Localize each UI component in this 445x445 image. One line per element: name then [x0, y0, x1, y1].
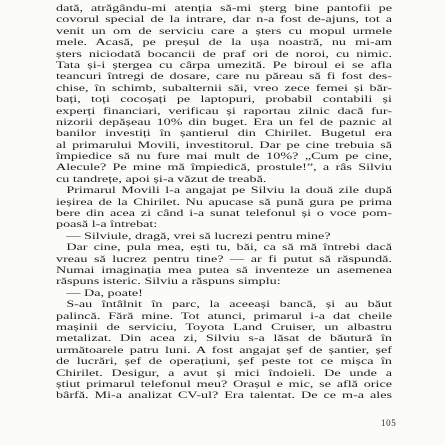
page-number: 105: [381, 418, 397, 428]
text-line: cu tandrețe, apoi și-a văzut de treabă.: [56, 173, 267, 185]
text-line: Dar cine, pula mea, ești tu, băi, ca să mă întrebi dacă: [66, 242, 393, 254]
text-line: al primarului Movili, investitorul. Dar pe cine trebuia să: [56, 139, 393, 151]
text-line: mașinii de serviciu, Toyota Land Cruiser, un albastru: [56, 321, 393, 333]
text-line: — Silviule, dragă, vrei să lucrezi pentru mine?: [66, 230, 331, 242]
text-line: Numai imaginația mea putea să inventeze un asemenea: [56, 264, 393, 276]
text-line: nizorii depășeau 10% din buget. Era un fel de paznic al: [56, 116, 393, 128]
text-line: venit un om de serviciu care a șters cu mopul urmele: [56, 25, 393, 37]
text-line: — Da, poate!: [66, 287, 143, 299]
dialogue-line: [56, 231, 392, 242]
text-line: poasă l-a întrebat:: [56, 219, 158, 231]
body-text: [56, 3, 392, 402]
text-line: bârfă. Mi-a analizat CV-ul? Era talentat. De ce m-a ales: [56, 390, 393, 402]
paragraph: [56, 185, 392, 231]
text-line: bere din acea zi când i-a sunat telefonul și o voce pom-: [56, 208, 393, 220]
text-line: știut primarul telefonul meu? Orașul e mic, se află orice: [56, 378, 393, 390]
text-line: următoarele patru luni. A fost angajat șef de șantier, șef: [56, 344, 393, 356]
paragraph: [56, 299, 392, 402]
text-line: mele. Acasă, pe preșul de la ușa noastră, nu mi-am: [56, 37, 393, 49]
text-line: teancuri întregi de dosare, care nu păreau să fi fost des-: [56, 71, 393, 83]
text-line: Tata și-i ștergea cu cârpa umezită. Pe biroul ei se afla: [56, 59, 393, 71]
text-line: Chirilet. Desigur, a avut și mici îndoieli. De unde a: [56, 367, 393, 379]
text-line: împiedice să nu fure mai mult de 10%? „Cum pe cine,: [56, 151, 393, 163]
text-line: banilor investiți în șantierul din Chirilet. Bugetul era: [56, 128, 393, 140]
paragraph: [56, 242, 392, 288]
paragraph: [56, 3, 392, 185]
text-line: vreau să lucrez pentru tine? — ar fi putut să răspundă.: [56, 253, 393, 265]
text-line: dată, atrăgându-mi atenția să-mi șterg bine pantofii pe: [56, 3, 393, 14]
text-line: S-au întâlnit în parc, la aceeași bancă, și au băut: [66, 299, 393, 311]
text-line: palincă. Fără mine. Tot atunci, primarul i-a dat cheile: [56, 310, 393, 322]
text-line: Alecule? Pe mine mă împiedică, prostule!”, a râs Silviu: [56, 162, 393, 174]
text-line: experți financiari, verificau și raportau zilnic dacă fur-: [56, 105, 393, 117]
text-line: chise, în schimb, subalternii săi, vreo zece femei și băr-: [56, 82, 393, 94]
text-line: răspuns isteric. Silviu a răspuns simplu:: [56, 276, 281, 288]
text-line: șters niciodată bocancii de praf ori de noroi, cu nimic.: [56, 48, 393, 60]
text-line: bați, toți cocoșați pe laptopuri, probabil contabili și: [56, 94, 393, 106]
text-line: ieșirea de la Chirilet. Nu apucase să pună gura pe prima: [56, 196, 393, 208]
text-line: covorul special de la intrare, dar n-a fost de-ajuns, tot a: [56, 14, 393, 26]
dialogue-line: [56, 288, 392, 299]
text-line: de lucrări, șef de operațiuni, șef peste tot ce mișca în: [56, 356, 393, 368]
text-line: metalizat. Din acea zi, Silviu s-a lăsat de băutură în: [56, 333, 393, 345]
text-line: Primarul Movili l-a angajat pe Silviu la două zile după: [66, 185, 393, 197]
